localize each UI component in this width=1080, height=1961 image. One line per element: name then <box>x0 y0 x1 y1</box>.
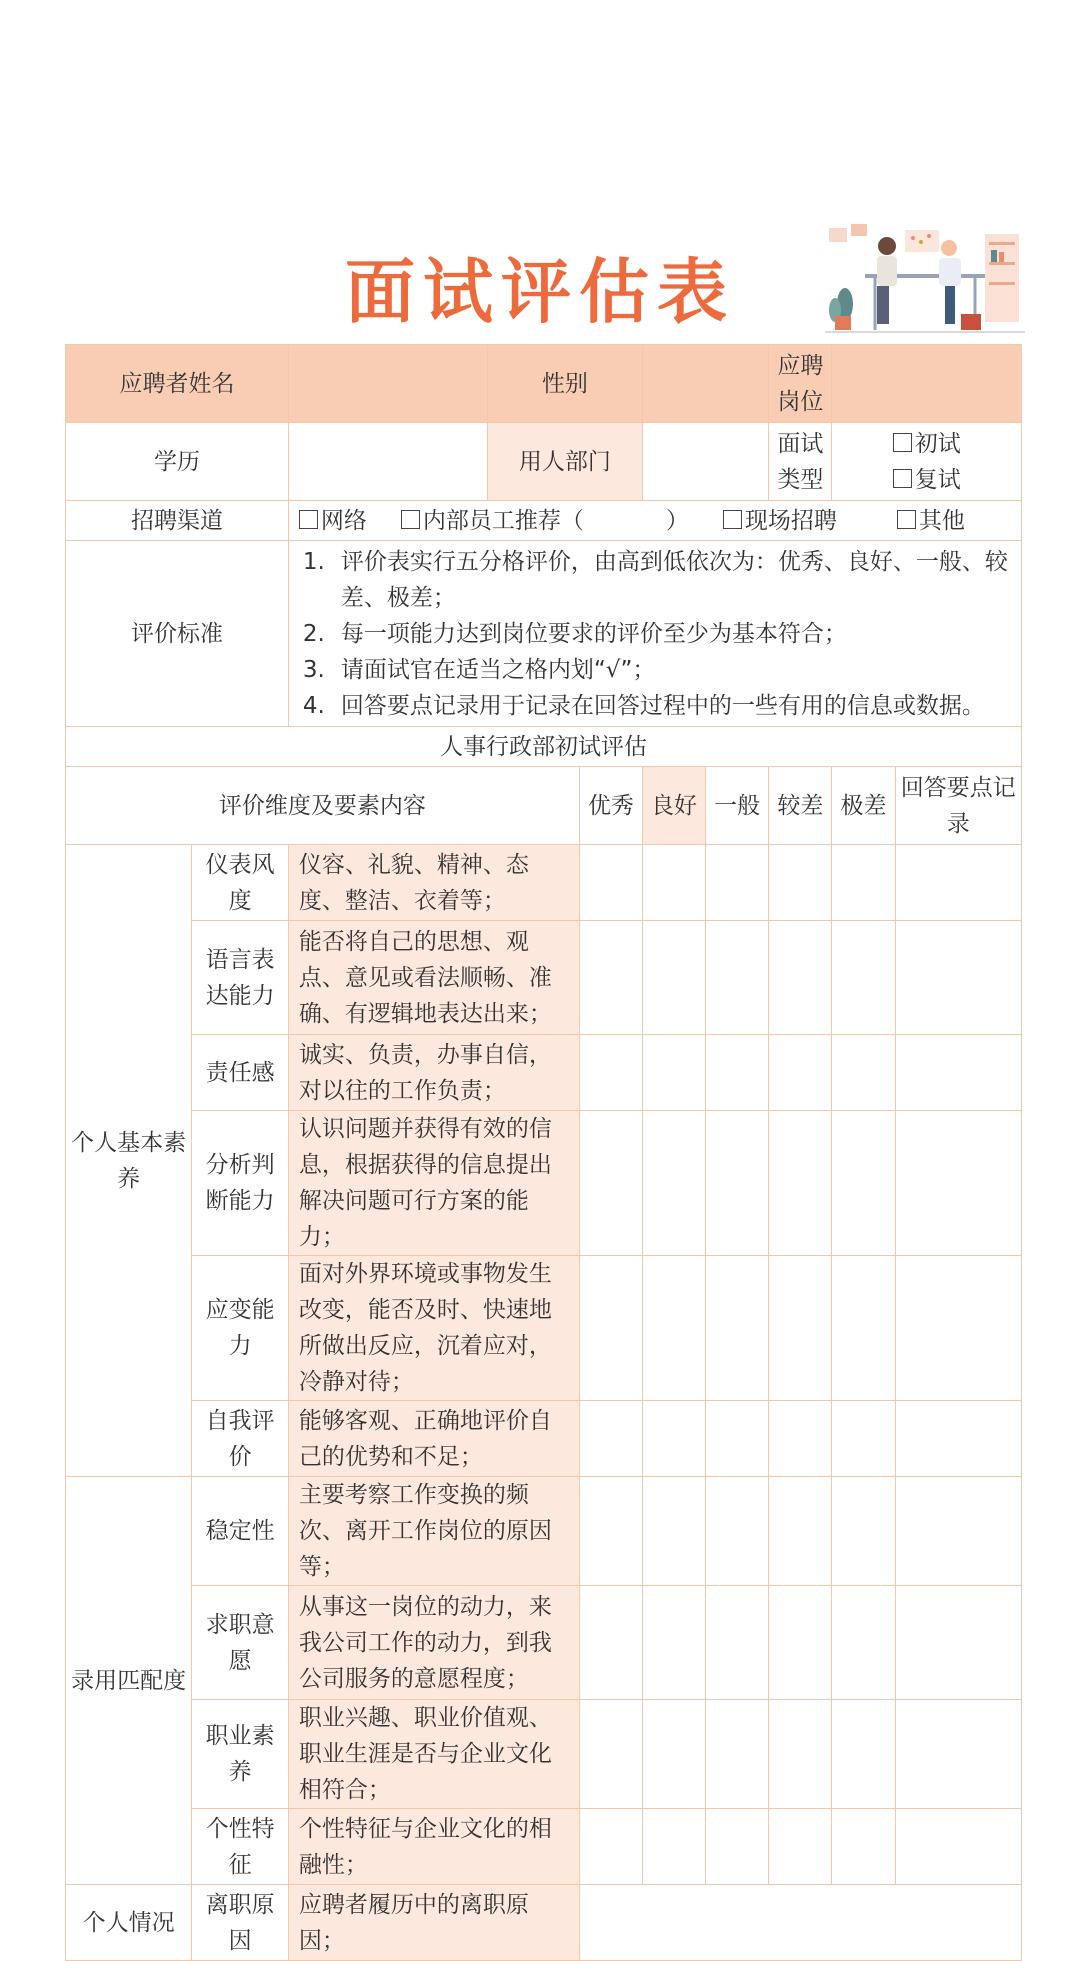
interview-type-label: 面试类型 <box>769 423 832 501</box>
channel-options <box>288 501 1021 541</box>
checkbox-icon <box>401 510 420 529</box>
grade-cell[interactable] <box>769 1477 832 1586</box>
grade-cell[interactable] <box>769 845 832 921</box>
criteria-label: 评价标准 <box>66 541 289 727</box>
grade-cell[interactable] <box>579 921 642 1035</box>
first-interview-label: 初试 <box>914 430 961 457</box>
dimension-header: 评价维度及要素内容 <box>66 767 580 845</box>
grade-cell[interactable] <box>832 845 895 921</box>
position-label: 应聘岗位 <box>769 345 832 423</box>
table-row <box>66 921 1022 1035</box>
table-row <box>66 1477 1022 1586</box>
grade-cell[interactable] <box>769 921 832 1035</box>
checkbox-icon <box>897 510 916 529</box>
item-name: 稳定性 <box>192 1477 289 1586</box>
grade-cell[interactable] <box>706 845 769 921</box>
grade-header-excellent: 优秀 <box>579 767 642 845</box>
grade-cell[interactable] <box>642 1477 705 1586</box>
item-desc: 认识问题并获得有效的信息，根据获得的信息提出解决问题可行方案的能力； <box>288 1111 579 1256</box>
page-title: 面试评估表 <box>345 251 735 333</box>
notes-cell[interactable] <box>895 1401 1021 1477</box>
item-name: 责任感 <box>192 1035 289 1111</box>
group-label: 录用匹配度 <box>66 1477 192 1885</box>
item-desc: 应聘者履历中的离职原因； <box>288 1885 579 1961</box>
notes-cell[interactable] <box>579 1885 1021 1961</box>
item-name: 语言表达能力 <box>192 921 289 1035</box>
item-desc: 能否将自己的思想、观点、意见或看法顺畅、准确、有逻辑地表达出来； <box>288 921 579 1035</box>
grade-cell[interactable] <box>706 1477 769 1586</box>
item-desc: 诚实、负责，办事自信，对以往的工作负责； <box>288 1035 579 1111</box>
interview-illustration <box>825 222 1025 338</box>
grade-cell[interactable] <box>642 1401 705 1477</box>
table-row <box>66 1256 1022 1401</box>
criteria-item: 2. 每一项能力达到岗位要求的评价至少为基本符合； <box>302 620 847 647</box>
notes-cell[interactable] <box>895 1477 1021 1586</box>
criteria-row <box>66 541 1022 727</box>
table-row <box>66 1700 1022 1809</box>
grade-header-poor: 较差 <box>769 767 832 845</box>
grade-cell[interactable] <box>832 1809 895 1885</box>
header-row-2 <box>66 423 1022 501</box>
grade-cell[interactable] <box>832 1700 895 1809</box>
table-row <box>66 1111 1022 1256</box>
grade-cell[interactable] <box>642 921 705 1035</box>
position-input[interactable] <box>832 345 1022 423</box>
grade-cell[interactable] <box>769 1035 832 1111</box>
item-desc: 面对外界环境或事物发生改变，能否及时、快速地所做出反应，沉着应对，冷静对待； <box>288 1256 579 1401</box>
item-name: 离职原因 <box>192 1885 289 1961</box>
notes-cell[interactable] <box>895 1256 1021 1401</box>
grade-cell[interactable] <box>769 1700 832 1809</box>
grade-cell[interactable] <box>579 1401 642 1477</box>
grade-cell[interactable] <box>642 1035 705 1111</box>
grade-header-good: 良好 <box>642 767 705 845</box>
evaluation-table <box>65 344 1022 1961</box>
interview-type-options <box>832 423 1022 501</box>
grade-cell[interactable] <box>832 1401 895 1477</box>
grade-cell[interactable] <box>579 845 642 921</box>
grade-cell[interactable] <box>769 1256 832 1401</box>
section-row <box>66 727 1022 767</box>
gender-input[interactable] <box>642 345 768 423</box>
item-desc: 个性特征与企业文化的相融性； <box>288 1809 579 1885</box>
name-label: 应聘者姓名 <box>66 345 289 423</box>
grade-cell[interactable] <box>642 1256 705 1401</box>
grade-cell[interactable] <box>642 1111 705 1256</box>
grade-cell[interactable] <box>642 1586 705 1700</box>
item-desc: 职业兴趣、职业价值观、职业生涯是否与企业文化相符合； <box>288 1700 579 1809</box>
dept-label: 用人部门 <box>487 423 642 501</box>
notes-cell[interactable] <box>895 1586 1021 1700</box>
grade-cell[interactable] <box>706 1111 769 1256</box>
checkbox-icon <box>893 433 912 452</box>
grade-cell[interactable] <box>832 1586 895 1700</box>
channel-option-referral[interactable]: 内部员工推荐（ ） <box>401 503 689 539</box>
notes-header: 回答要点记录 <box>895 767 1021 845</box>
grade-cell[interactable] <box>579 1586 642 1700</box>
grade-cell[interactable] <box>832 1256 895 1401</box>
checkbox-icon <box>299 510 318 529</box>
second-interview-label: 复试 <box>914 466 961 493</box>
second-interview-checkbox[interactable] <box>836 462 1017 498</box>
grade-cell[interactable] <box>579 1111 642 1256</box>
name-input[interactable] <box>288 345 487 423</box>
channel-option-other[interactable]: 其他 <box>897 503 965 539</box>
grade-cell[interactable] <box>706 1401 769 1477</box>
table-row <box>66 1401 1022 1477</box>
group-label: 个人情况 <box>66 1885 192 1961</box>
criteria-item: 3. 请面试官在适当之格内划“√”； <box>302 656 656 683</box>
item-name: 个性特征 <box>192 1809 289 1885</box>
table-row <box>66 1809 1022 1885</box>
grade-cell[interactable] <box>706 1586 769 1700</box>
education-label: 学历 <box>66 423 289 501</box>
grade-cell[interactable] <box>642 1700 705 1809</box>
grade-cell[interactable] <box>642 845 705 921</box>
eval-header-row <box>66 767 1022 845</box>
channel-option-onsite[interactable]: 现场招聘 <box>723 503 837 539</box>
grade-cell[interactable] <box>832 1035 895 1111</box>
criteria-list <box>288 541 1021 727</box>
grade-header-very-poor: 极差 <box>832 767 895 845</box>
criteria-item: 4. 回答要点记录用于记录在回答过程中的一些有用的信息或数据。 <box>302 692 985 719</box>
header-row-1 <box>66 345 1022 423</box>
grade-cell[interactable] <box>642 1809 705 1885</box>
item-name: 分析判断能力 <box>192 1111 289 1256</box>
table-row <box>66 1586 1022 1700</box>
grade-cell[interactable] <box>579 1256 642 1401</box>
grade-cell[interactable] <box>706 1809 769 1885</box>
grade-cell[interactable] <box>579 1477 642 1586</box>
item-desc: 主要考察工作变换的频次、离开工作岗位的原因等； <box>288 1477 579 1586</box>
item-name: 应变能力 <box>192 1256 289 1401</box>
notes-cell[interactable] <box>895 845 1021 921</box>
criteria-item: 1. 评价表实行五分格评价，由高到低依次为：优秀、良好、一般、较差、极差； <box>302 548 1008 611</box>
item-desc: 能够客观、正确地评价自己的优势和不足； <box>288 1401 579 1477</box>
channel-option-online[interactable]: 网络 <box>299 503 367 539</box>
channel-label: 招聘渠道 <box>66 501 289 541</box>
table-row <box>66 1885 1022 1961</box>
grade-cell[interactable] <box>769 1586 832 1700</box>
gender-label: 性别 <box>487 345 642 423</box>
dept-input[interactable] <box>642 423 768 501</box>
item-desc: 仪容、礼貌、精神、态度、整洁、衣着等； <box>288 845 579 921</box>
notes-cell[interactable] <box>895 1035 1021 1111</box>
grade-cell[interactable] <box>579 1700 642 1809</box>
group-label: 个人基本素养 <box>66 845 192 1477</box>
section-title: 人事行政部初试评估 <box>66 727 1022 767</box>
grade-cell[interactable] <box>832 1111 895 1256</box>
notes-cell[interactable] <box>895 1700 1021 1809</box>
grade-cell[interactable] <box>832 921 895 1035</box>
grade-cell[interactable] <box>579 1035 642 1111</box>
checkbox-icon <box>723 510 742 529</box>
grade-header-average: 一般 <box>706 767 769 845</box>
grade-cell[interactable] <box>769 1111 832 1256</box>
grade-cell[interactable] <box>769 1401 832 1477</box>
item-name: 自我评价 <box>192 1401 289 1477</box>
grade-cell[interactable] <box>832 1477 895 1586</box>
grade-cell[interactable] <box>706 1035 769 1111</box>
item-name: 职业素养 <box>192 1700 289 1809</box>
item-name: 求职意愿 <box>192 1586 289 1700</box>
channel-row <box>66 501 1022 541</box>
education-input[interactable] <box>288 423 487 501</box>
grade-cell[interactable] <box>706 921 769 1035</box>
grade-cell[interactable] <box>769 1809 832 1885</box>
first-interview-checkbox[interactable] <box>836 426 1017 462</box>
notes-cell[interactable] <box>895 1809 1021 1885</box>
table-row <box>66 1035 1022 1111</box>
notes-cell[interactable] <box>895 921 1021 1035</box>
grade-cell[interactable] <box>579 1809 642 1885</box>
grade-cell[interactable] <box>706 1700 769 1809</box>
item-desc: 从事这一岗位的动力，来我公司工作的动力，到我公司服务的意愿程度； <box>288 1586 579 1700</box>
checkbox-icon <box>893 469 912 488</box>
item-name: 仪表风度 <box>192 845 289 921</box>
notes-cell[interactable] <box>895 1111 1021 1256</box>
table-row <box>66 845 1022 921</box>
grade-cell[interactable] <box>706 1256 769 1401</box>
